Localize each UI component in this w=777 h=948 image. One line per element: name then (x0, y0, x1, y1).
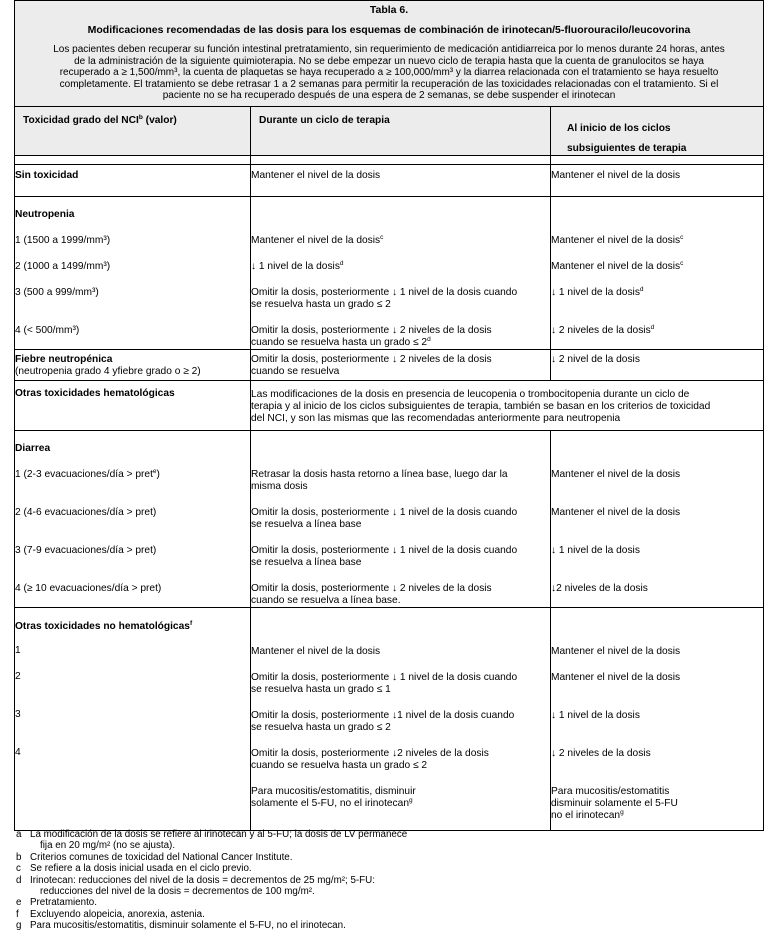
intro-line: de la administración de la siguiente quimioterapia. No se debe empezar un nuevo ciclo de terapia hasta que la cuenta de granulocitos se haya (74, 55, 704, 67)
table-row-spacer (15, 155, 764, 164)
cell-text: Omitir la dosis, posteriormente ↓ 1 nivel de la dosis cuando (251, 506, 518, 518)
section-label: Neutropenia (15, 208, 75, 220)
cell-text: Omitir la dosis, posteriormente ↓ 2 niveles de la dosis (251, 353, 492, 365)
footnote-b: b Criterios comunes de toxicidad del National Cancer Institute. (16, 851, 293, 863)
cell-text: ↓ 1 nivel de la dosis (551, 544, 640, 556)
intro-line: recuperado a ≥ 1,500/mm³, la cuenta de plaquetas se haya recuperado a ≥ 100,000/mm³ y la diarrea relacionada con el tratamiento se haya resuelto (59, 67, 719, 79)
grade-label: 2 (4-6 evacuaciones/día > pret) (15, 506, 157, 518)
table-header-row (15, 1, 764, 107)
footnote-e: e Pretratamiento. (16, 897, 97, 909)
grade-label: 1 (2-3 evacuaciones/día > pret$^e$) (15, 467, 160, 480)
cell-text: del NCI, y son las mismas que las recomendadas anteriormente para neutropenia (251, 412, 621, 424)
grade-label: 4 (< 500/mm³) (15, 324, 80, 336)
cell-text: se resuelva hasta un grado ≤ 1 (251, 683, 391, 695)
cell-text: Mantener el nivel de la dosis (251, 645, 381, 657)
row-label: Otras toxicidades hematológicas (15, 387, 175, 399)
table-row-otras-hematologicas (15, 380, 764, 430)
grade-label: 3 (500 a 999/mm³) (15, 286, 99, 298)
section-label: Diarrea (15, 442, 51, 454)
cell-text: ↓ 1 nivel de la dosis$^d$ (251, 259, 344, 272)
cell-text: Mantener el nivel de la dosis$^c$ (551, 259, 684, 272)
cell-text: disminuir solamente el 5-FU (551, 797, 678, 809)
section-label: Otras toxicidades no hematológicas$^f$ (15, 619, 193, 632)
cell-text: cuando se resuelva hasta un grado ≤ 2 (251, 759, 428, 771)
cell-text: Omitir la dosis, posteriormente ↓2 niveles de la dosis (251, 747, 489, 759)
cell-text: Omitir la dosis, posteriormente ↓ 1 nivel de la dosis cuando (251, 286, 518, 298)
footnote-g: g Para mucositis/estomatitis, disminuir solamente el 5-FU, no el irinotecan. (16, 920, 346, 932)
cell-text: Mantener el nivel de la dosis (551, 645, 681, 657)
cell-text: ↓ 2 niveles de la dosis (551, 747, 651, 759)
row-sublabel: (neutropenia grado 4 yfiebre grado o ≥ 2) (15, 365, 201, 377)
table-header (15, 1, 764, 107)
footnote-a-cont: fija en 20 mg/m² (no se ajusta). (40, 840, 176, 852)
table-row-otras-no-hematologicas (15, 607, 764, 830)
grade-label: 3 (7-9 evacuaciones/día > pret) (15, 544, 157, 556)
cell-text: Retrasar la dosis hasta retorno a línea base, luego dar la (251, 468, 508, 480)
table-label: Tabla 6. (369, 4, 409, 16)
table-row-fiebre (15, 349, 764, 380)
cell-text: Mantener el nivel de la dosis (551, 671, 681, 683)
cell-text: Mantener el nivel de la dosis (251, 169, 381, 181)
cell-text: Para mucositis/estomatitis, disminuir (251, 785, 416, 797)
cell-text: solamente el 5-FU, no el irinotecan$^g$ (251, 796, 413, 809)
cell-text: terapia y al inicio de los ciclos subsiguientes de terapia, también se basan en los criterios de toxicidad (251, 400, 711, 412)
cell-text: Mantener el nivel de la dosis$^c$ (551, 233, 684, 246)
cell-text: Omitir la dosis, posteriormente ↓ 1 nivel de la dosis cuando (251, 544, 518, 556)
cell-text: cuando se resuelva (251, 365, 340, 377)
footnote-c: c Se refiere a la dosis inicial usada en el ciclo previo. (16, 863, 252, 875)
cell-text: Las modificaciones de la dosis en presencia de leucopenia o trombocitopenia durante un ciclo de (251, 388, 690, 400)
cell-text: Omitir la dosis, posteriormente ↓1 nivel de la dosis cuando (251, 709, 515, 721)
cell-text: se resuelva hasta un grado ≤ 2 (251, 298, 391, 310)
cell-text: se resuelva a línea base (251, 518, 362, 530)
grade-label: 4 (15, 746, 21, 758)
cell-text: cuando se resuelva a línea base. (251, 594, 401, 606)
cell-text: ↓ 1 nivel de la dosis$^d$ (551, 285, 644, 298)
table-row-neutropenia (15, 196, 764, 349)
cell-text: ↓ 1 nivel de la dosis (551, 709, 640, 721)
cell-text: ↓2 niveles de la dosis (551, 582, 648, 594)
footnote-d-cont: reducciones del nivel de la dosis = decrementos de 100 mg/m². (40, 886, 315, 898)
cell-text: ↓ 2 nivel de la dosis (551, 353, 640, 365)
cell-text: misma dosis (251, 480, 308, 492)
grade-label: 4 (≥ 10 evacuaciones/día > pret) (15, 582, 162, 594)
column-header-toxicity: Toxicidad grado del NCI$^b$ (valor) (15, 106, 251, 155)
footnote-f: f Excluyendo alopeicia, anorexia, astenia. (16, 908, 205, 920)
grade-label: 3 (15, 708, 21, 720)
column-header-start: Al inicio de los ciclos subsiguientes de terapia (551, 106, 764, 155)
table-title: Modificaciones recomendadas de las dosis para los esquemas de combinación de irinotecan/5-fluorouracilo/leucovorina (87, 24, 691, 36)
column-header-row (15, 106, 764, 155)
cell-text: Para mucositis/estomatitis (551, 785, 670, 797)
intro-line: completamente. El tratamiento se debe retrasar 1 a 2 semanas para permitir la recuperación de las toxicidades relacionadas con el tratamiento. Si el (59, 78, 719, 90)
table-row-diarrea (15, 430, 764, 607)
cell-text: se resuelva a línea base (251, 556, 362, 568)
intro-line: paciente no se ha recuperado después de una espera de 2 semanas, se debe suspender el irinotecan (162, 90, 616, 102)
table-row-sin-toxicidad (15, 164, 764, 196)
row-label: Fiebre neutropénica (15, 353, 113, 365)
grade-label: 2 (15, 670, 21, 682)
grade-label: 2 (1000 a 1499/mm³) (15, 260, 111, 272)
cell-text: Omitir la dosis, posteriormente ↓ 2 niveles de la dosis (251, 582, 492, 594)
cell-text: no el irinotecan$^g$ (551, 808, 624, 821)
grade-label: 1 (1500 a 1999/mm³) (15, 234, 111, 246)
footnote-a: a La modificación de la dosis se refiere al irinotecan y al 5-FU; la dosis de LV permanece (16, 829, 408, 840)
cell-text: se resuelva hasta un grado ≤ 2 (251, 721, 391, 733)
cell-text: Mantener el nivel de la dosis (551, 169, 681, 181)
cell-text: cuando se resuelva hasta un grado ≤ $2^d$ (251, 335, 431, 348)
cell-text: Omitir la dosis, posteriormente ↓ 2 niveles de la dosis (251, 324, 492, 336)
cell-text: Omitir la dosis, posteriormente ↓ 1 nivel de la dosis cuando (251, 671, 518, 683)
column-header-during: Durante un ciclo de terapia (251, 106, 551, 155)
cell-text: ↓ 2 niveles de la dosis$^d$ (551, 323, 655, 336)
cell-text: Mantener el nivel de la dosis (551, 506, 681, 518)
table-intro (23, 44, 755, 102)
row-label: Sin toxicidad (15, 169, 79, 181)
dose-table-document (14, 0, 763, 831)
intro-line: Los pacientes deben recuperar su función intestinal pretratamiento, sin requerimiento de medicación antidiarreica por lo menos durante 24 horas, antes (53, 44, 725, 55)
grade-label: 1 (15, 644, 21, 656)
footnotes (16, 829, 756, 932)
footnote-d: d Irinotecan: reducciones del nivel de la dosis = decrementos de 25 mg/m²; 5-FU: (16, 874, 375, 886)
dose-modification-table (14, 0, 764, 831)
cell-text: Mantener el nivel de la dosis (551, 468, 681, 480)
cell-text: Mantener el nivel de la dosis$^c$ (251, 233, 384, 246)
